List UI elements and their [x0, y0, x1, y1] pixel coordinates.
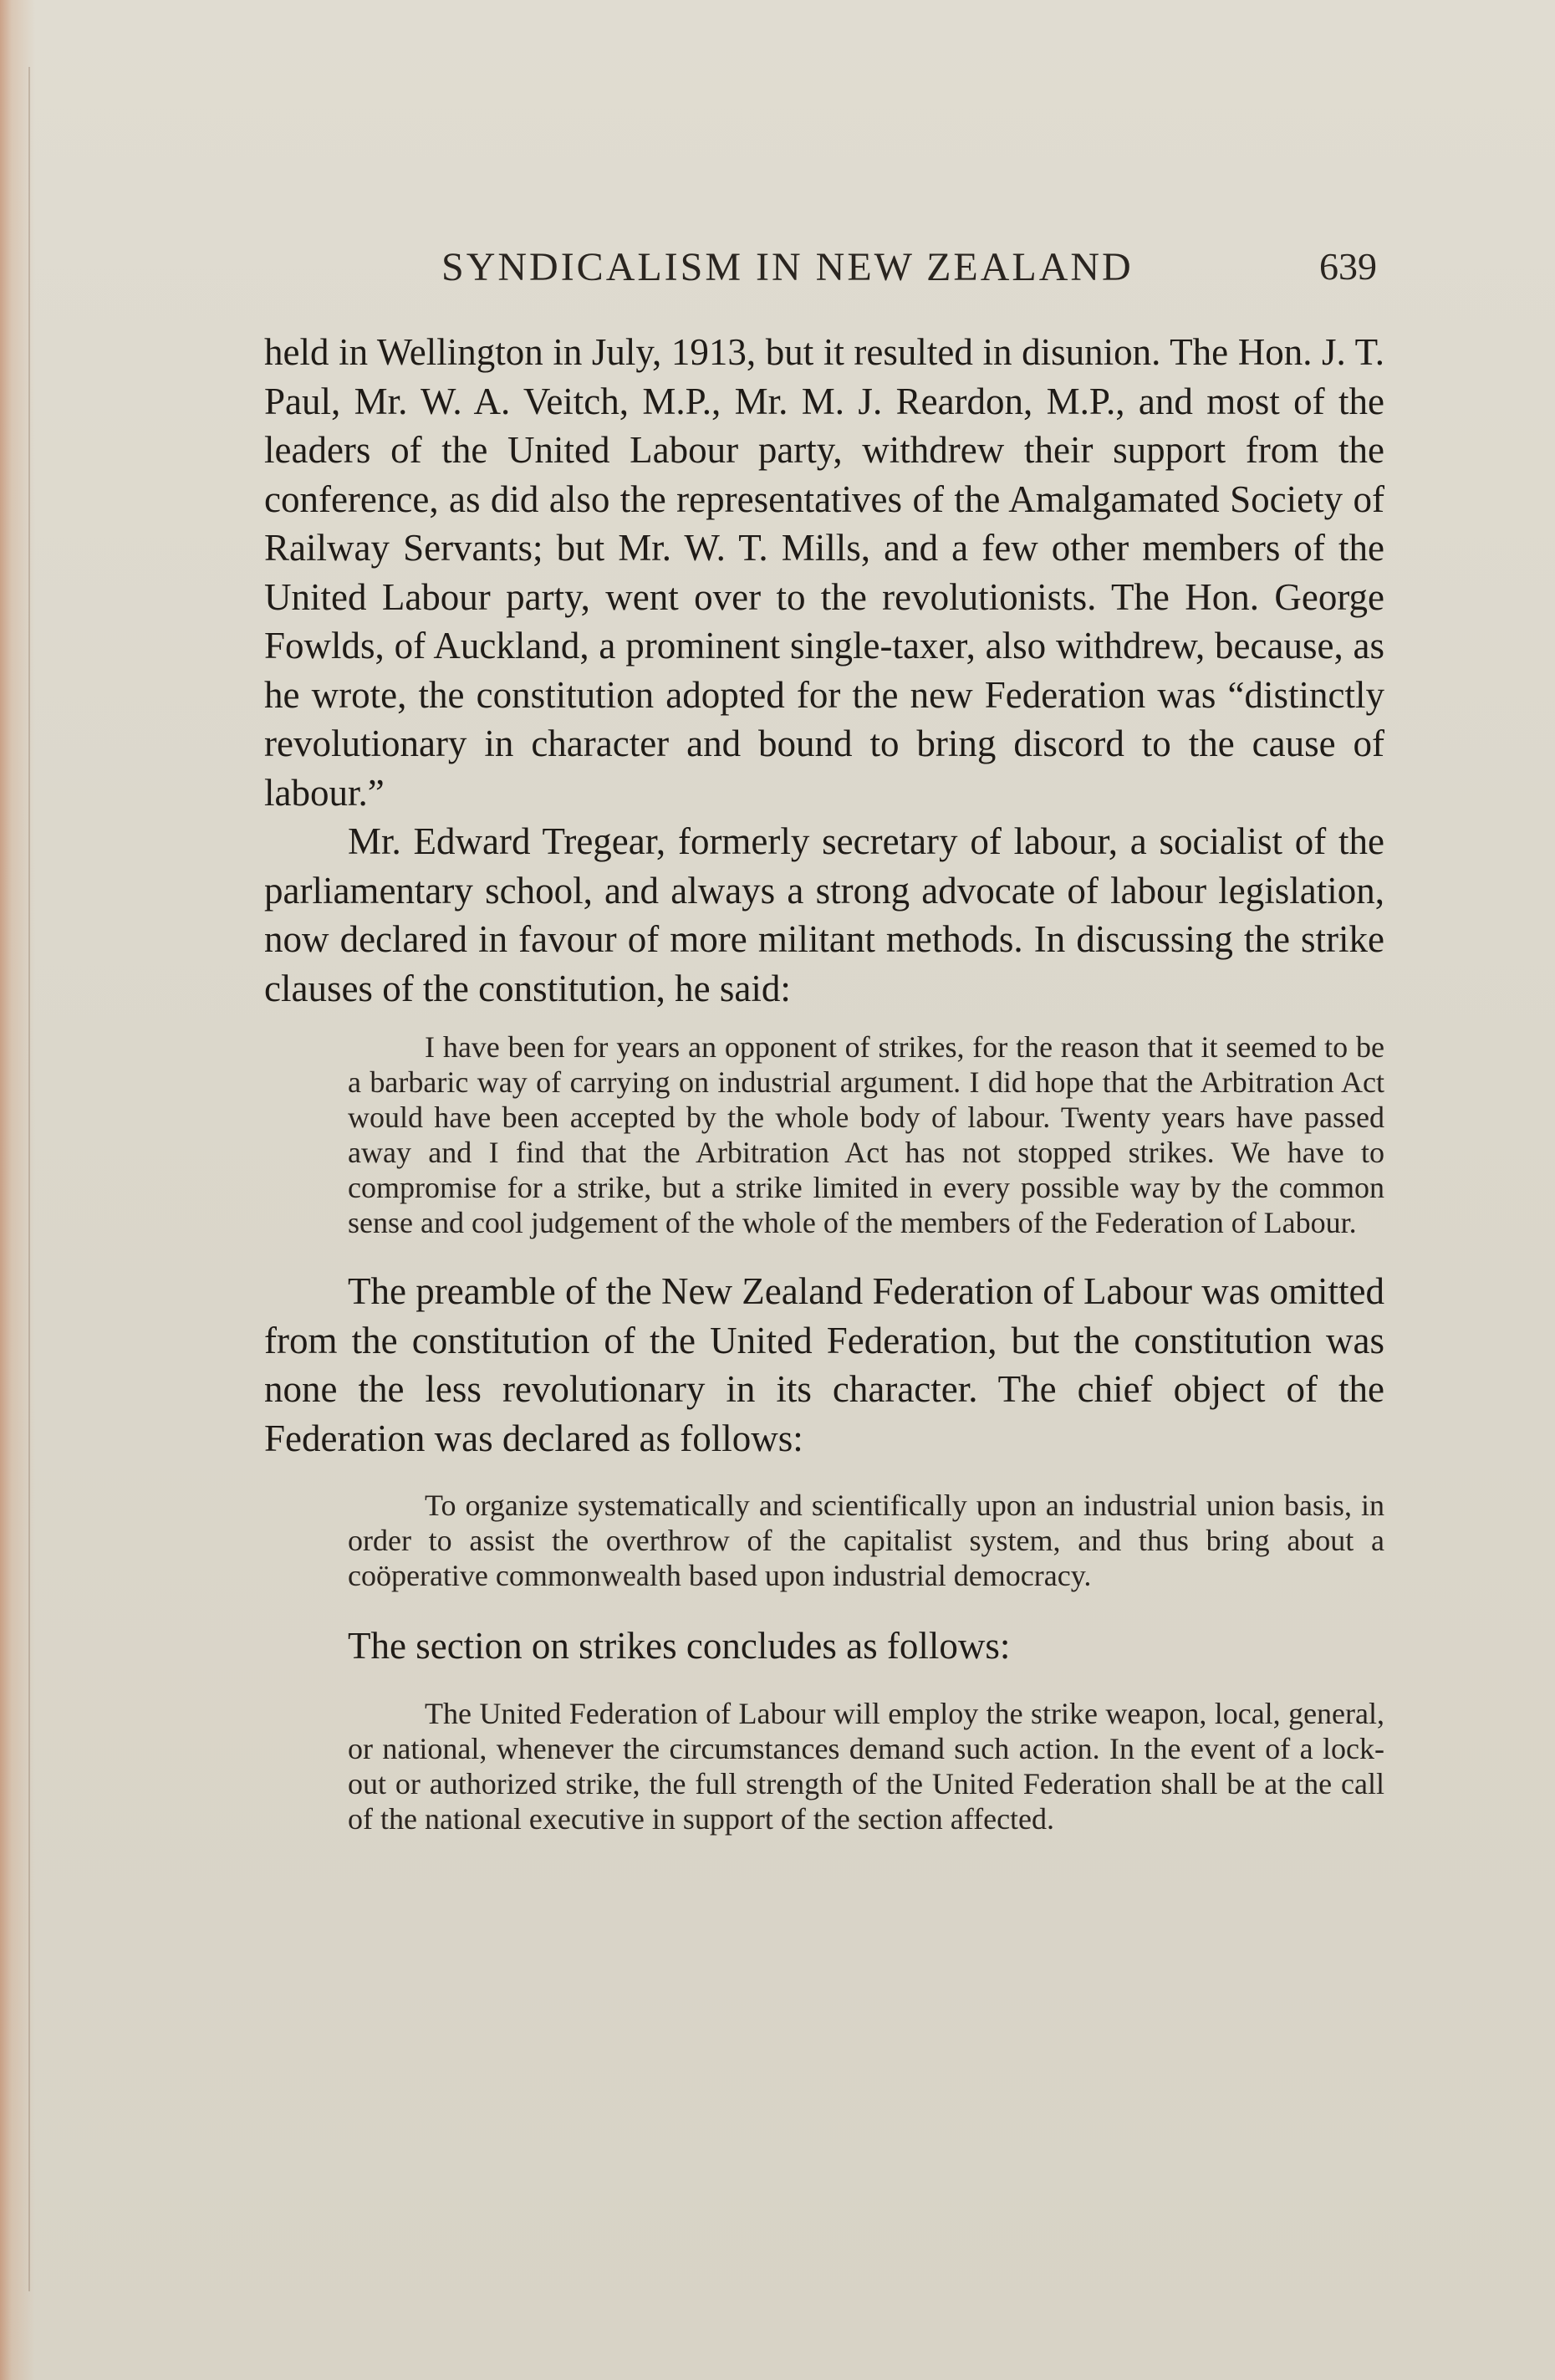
running-title: SYNDICALISM IN NEW ZEALAND [441, 245, 1134, 289]
block-quote-3: The United Federation of Labour will employ the strike weapon, local, general, or national, whenever the circumstances demand such action. In the event of a lock-out or authorized strike, the full strength of the United Federation shall be at the call of the national executive in support of the section affected. [348, 1696, 1384, 1836]
body-paragraph-4: The section on strikes concludes as follows: [348, 1625, 1011, 1667]
spacer [264, 1240, 1384, 1267]
spacer [264, 1013, 1384, 1029]
block-quote-2: To organize systematically and scientifically upon an industrial union basis, in order to assist the overthrow of the capitalist system, and thus bring about a coöperative commonwealth based upon industrial democracy. [348, 1489, 1384, 1592]
block-quote-1: I have been for years an opponent of strikes, for the reason that it seemed to be a barbaric way of carrying on industrial argument. I did hope that the Arbitration Act would have been accepted by the whole body of labour. Twenty years have passed away and I find that the Arbitration Act has not stopped strikes. We have to compromise for a strike, but a strike limited in every possible way by the common sense and cool judgement of the whole of the members of the Federation of Labour. [348, 1030, 1384, 1239]
spacer [264, 1671, 1384, 1696]
body-paragraph-1: held in Wellington in July, 1913, but it resulted in disunion. The Hon. J. T. Paul, Mr. W. A. Veitch, M.P., Mr. M. J. Reardon, M.P., and most of the leaders of the United Labour party, withdrew their support from the conference, as did also the representatives of the Amalgamated Society of Railway Servants; but Mr. W. T. Mills, and a few other members of the United Labour party, went over to the revolutionists. The Hon. George Fowlds, of Auckland, a prominent single-taxer, also withdrew, because, as he wrote, the constitution adopted for the new Federation was “distinctly revolutionary in character and bound to bring discord to the cause of labour.” [264, 331, 1384, 814]
page-number: 639 [1319, 245, 1377, 288]
spacer [264, 1463, 1384, 1488]
page-gutter-shadow [28, 67, 30, 2291]
spacer [264, 1593, 1384, 1622]
page-content [264, 328, 1384, 1836]
body-paragraph-2: Mr. Edward Tregear, formerly secretary of labour, a socialist of the parliamentary school, and always a strong advocate of labour legislation, now declared in favour of more militant methods. In discussing the strike clauses of the constitution, he said: [264, 820, 1384, 1009]
body-paragraph-3: The preamble of the New Zealand Federation of Labour was omitted from the constitution of the United Federation, but the constitution was none the less revolutionary in its character. The chief object of the Federation was declared as follows: [264, 1270, 1384, 1459]
page-header [0, 244, 1555, 294]
